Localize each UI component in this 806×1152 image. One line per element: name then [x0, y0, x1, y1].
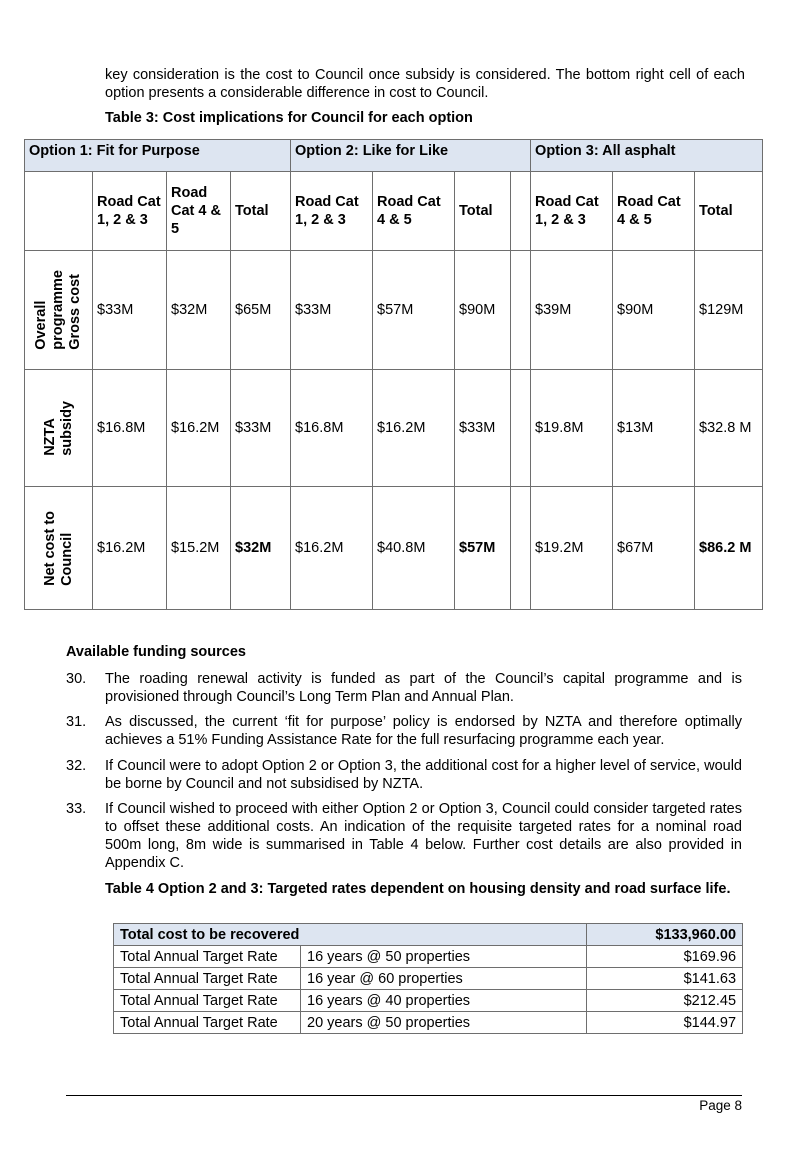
intro-paragraph: key consideration is the cost to Council once subsidy is considered. The bottom right cell of each option presents a considerable difference in cost to Council.	[105, 67, 745, 101]
col-header: Road Cat 1, 2 & 3	[531, 172, 613, 251]
rate-amount: $169.96	[587, 946, 743, 968]
rate-amount: $212.45	[587, 990, 743, 1012]
table-cell: $33M	[231, 370, 291, 487]
option-3-header: Option 3: All asphalt	[531, 140, 763, 172]
table3-caption: Table 3: Cost implications for Council for each option	[105, 110, 473, 126]
col-header: Road Cat 1, 2 & 3	[93, 172, 167, 251]
item-number: 30.	[66, 671, 87, 687]
table-cell: $16.2M	[167, 370, 231, 487]
col-header: Road Cat 4 & 5	[613, 172, 695, 251]
row-label-gross-cost: Overall programme Gross cost	[33, 270, 83, 350]
table-cell: $19.2M	[531, 487, 613, 610]
item-number: 33.	[66, 801, 87, 817]
options-row	[25, 140, 763, 172]
rate-desc: 16 year @ 60 properties	[301, 968, 587, 990]
rate-amount: $144.97	[587, 1012, 743, 1034]
row-label-cell	[25, 251, 93, 370]
table-cell-total: $86.2 M	[695, 487, 763, 610]
table-cell: $16.2M	[373, 370, 455, 487]
targeted-rates-table	[113, 923, 743, 1034]
empty-spacer-cell	[511, 172, 531, 251]
rate-label: Total Annual Target Rate	[114, 1012, 301, 1034]
table-cell: $16.8M	[291, 370, 373, 487]
total-row	[114, 924, 743, 946]
col-header: Road Cat 4 & 5	[373, 172, 455, 251]
rate-amount: $141.63	[587, 968, 743, 990]
empty-spacer-cell	[511, 251, 531, 370]
list-item	[66, 713, 742, 749]
table-cell: $40.8M	[373, 487, 455, 610]
table-cell: $67M	[613, 487, 695, 610]
rate-desc: 16 years @ 50 properties	[301, 946, 587, 968]
table-row	[114, 968, 743, 990]
option-2-header: Option 2: Like for Like	[291, 140, 531, 172]
table-cell: $39M	[531, 251, 613, 370]
table-cell-total: $57M	[455, 487, 511, 610]
table-cell: $33M	[291, 251, 373, 370]
table-cell: $90M	[455, 251, 511, 370]
col-header: Total	[231, 172, 291, 251]
gross-cost-row	[25, 251, 763, 370]
empty-corner-cell	[25, 172, 93, 251]
table-cell: $57M	[373, 251, 455, 370]
row-label-nzta-subsidy: NZTA subsidy	[41, 400, 75, 456]
list-item	[66, 670, 742, 706]
cost-implications-table	[24, 139, 763, 610]
table-row	[114, 990, 743, 1012]
col-header: Total	[695, 172, 763, 251]
col-header: Road Cat 1, 2 & 3	[291, 172, 373, 251]
table-cell: $129M	[695, 251, 763, 370]
table-cell: $16.2M	[291, 487, 373, 610]
subsidy-row	[25, 370, 763, 487]
item-text: If Council wished to proceed with either Option 2 or Option 3, Council could consider targeted rates to offset these additional costs. An indication of the requisite targeted rates for a nominal road 500m long, 8m wide is summarised in Table 4 below. Further cost details are also provided in Appendix C.	[105, 801, 742, 871]
footer-divider	[66, 1095, 742, 1096]
column-header-row	[25, 172, 763, 251]
list-item	[66, 757, 742, 793]
option-1-header: Option 1: Fit for Purpose	[25, 140, 291, 172]
item-text: The roading renewal activity is funded as part of the Council’s capital programme and is provisioned through Council’s Long Term Plan and Annual Plan.	[105, 671, 742, 705]
table-cell: $19.8M	[531, 370, 613, 487]
empty-spacer-cell	[511, 370, 531, 487]
total-amount: $133,960.00	[587, 924, 743, 946]
item-number: 32.	[66, 758, 87, 774]
table-row	[114, 946, 743, 968]
rate-label: Total Annual Target Rate	[114, 990, 301, 1012]
net-cost-row	[25, 487, 763, 610]
item-number: 31.	[66, 714, 87, 730]
item-text: As discussed, the current ‘fit for purpose’ policy is endorsed by NZTA and therefore optimally achieves a 51% Funding Assistance Rate for the full resurfacing programme each year.	[105, 714, 742, 748]
table-cell: $16.2M	[93, 487, 167, 610]
row-label-cell	[25, 487, 93, 610]
row-label-net-cost: Net cost to Council	[41, 510, 75, 586]
rate-label: Total Annual Target Rate	[114, 946, 301, 968]
item-text: If Council were to adopt Option 2 or Option 3, the additional cost for a higher level of service, would be borne by Council and not subsidised by NZTA.	[105, 758, 742, 792]
table-cell: $13M	[613, 370, 695, 487]
table-cell: $15.2M	[167, 487, 231, 610]
col-header: Road Cat 4 & 5	[167, 172, 231, 251]
funding-heading: Available funding sources	[66, 644, 246, 660]
empty-spacer-cell	[511, 487, 531, 610]
table-cell-total: $32M	[231, 487, 291, 610]
list-item	[66, 800, 742, 872]
table-cell: $33M	[93, 251, 167, 370]
table-cell: $32.8 M	[695, 370, 763, 487]
row-label-cell	[25, 370, 93, 487]
table-cell: $65M	[231, 251, 291, 370]
col-header: Total	[455, 172, 511, 251]
total-label: Total cost to be recovered	[114, 924, 587, 946]
rate-label: Total Annual Target Rate	[114, 968, 301, 990]
rate-desc: 20 years @ 50 properties	[301, 1012, 587, 1034]
table-row	[114, 1012, 743, 1034]
table4-caption: Table 4 Option 2 and 3: Targeted rates dependent on housing density and road surface life.	[105, 881, 731, 897]
table-cell: $90M	[613, 251, 695, 370]
page-number: Page 8	[699, 1098, 742, 1113]
table-cell: $16.8M	[93, 370, 167, 487]
table-cell: $32M	[167, 251, 231, 370]
rate-desc: 16 years @ 40 properties	[301, 990, 587, 1012]
table-cell: $33M	[455, 370, 511, 487]
